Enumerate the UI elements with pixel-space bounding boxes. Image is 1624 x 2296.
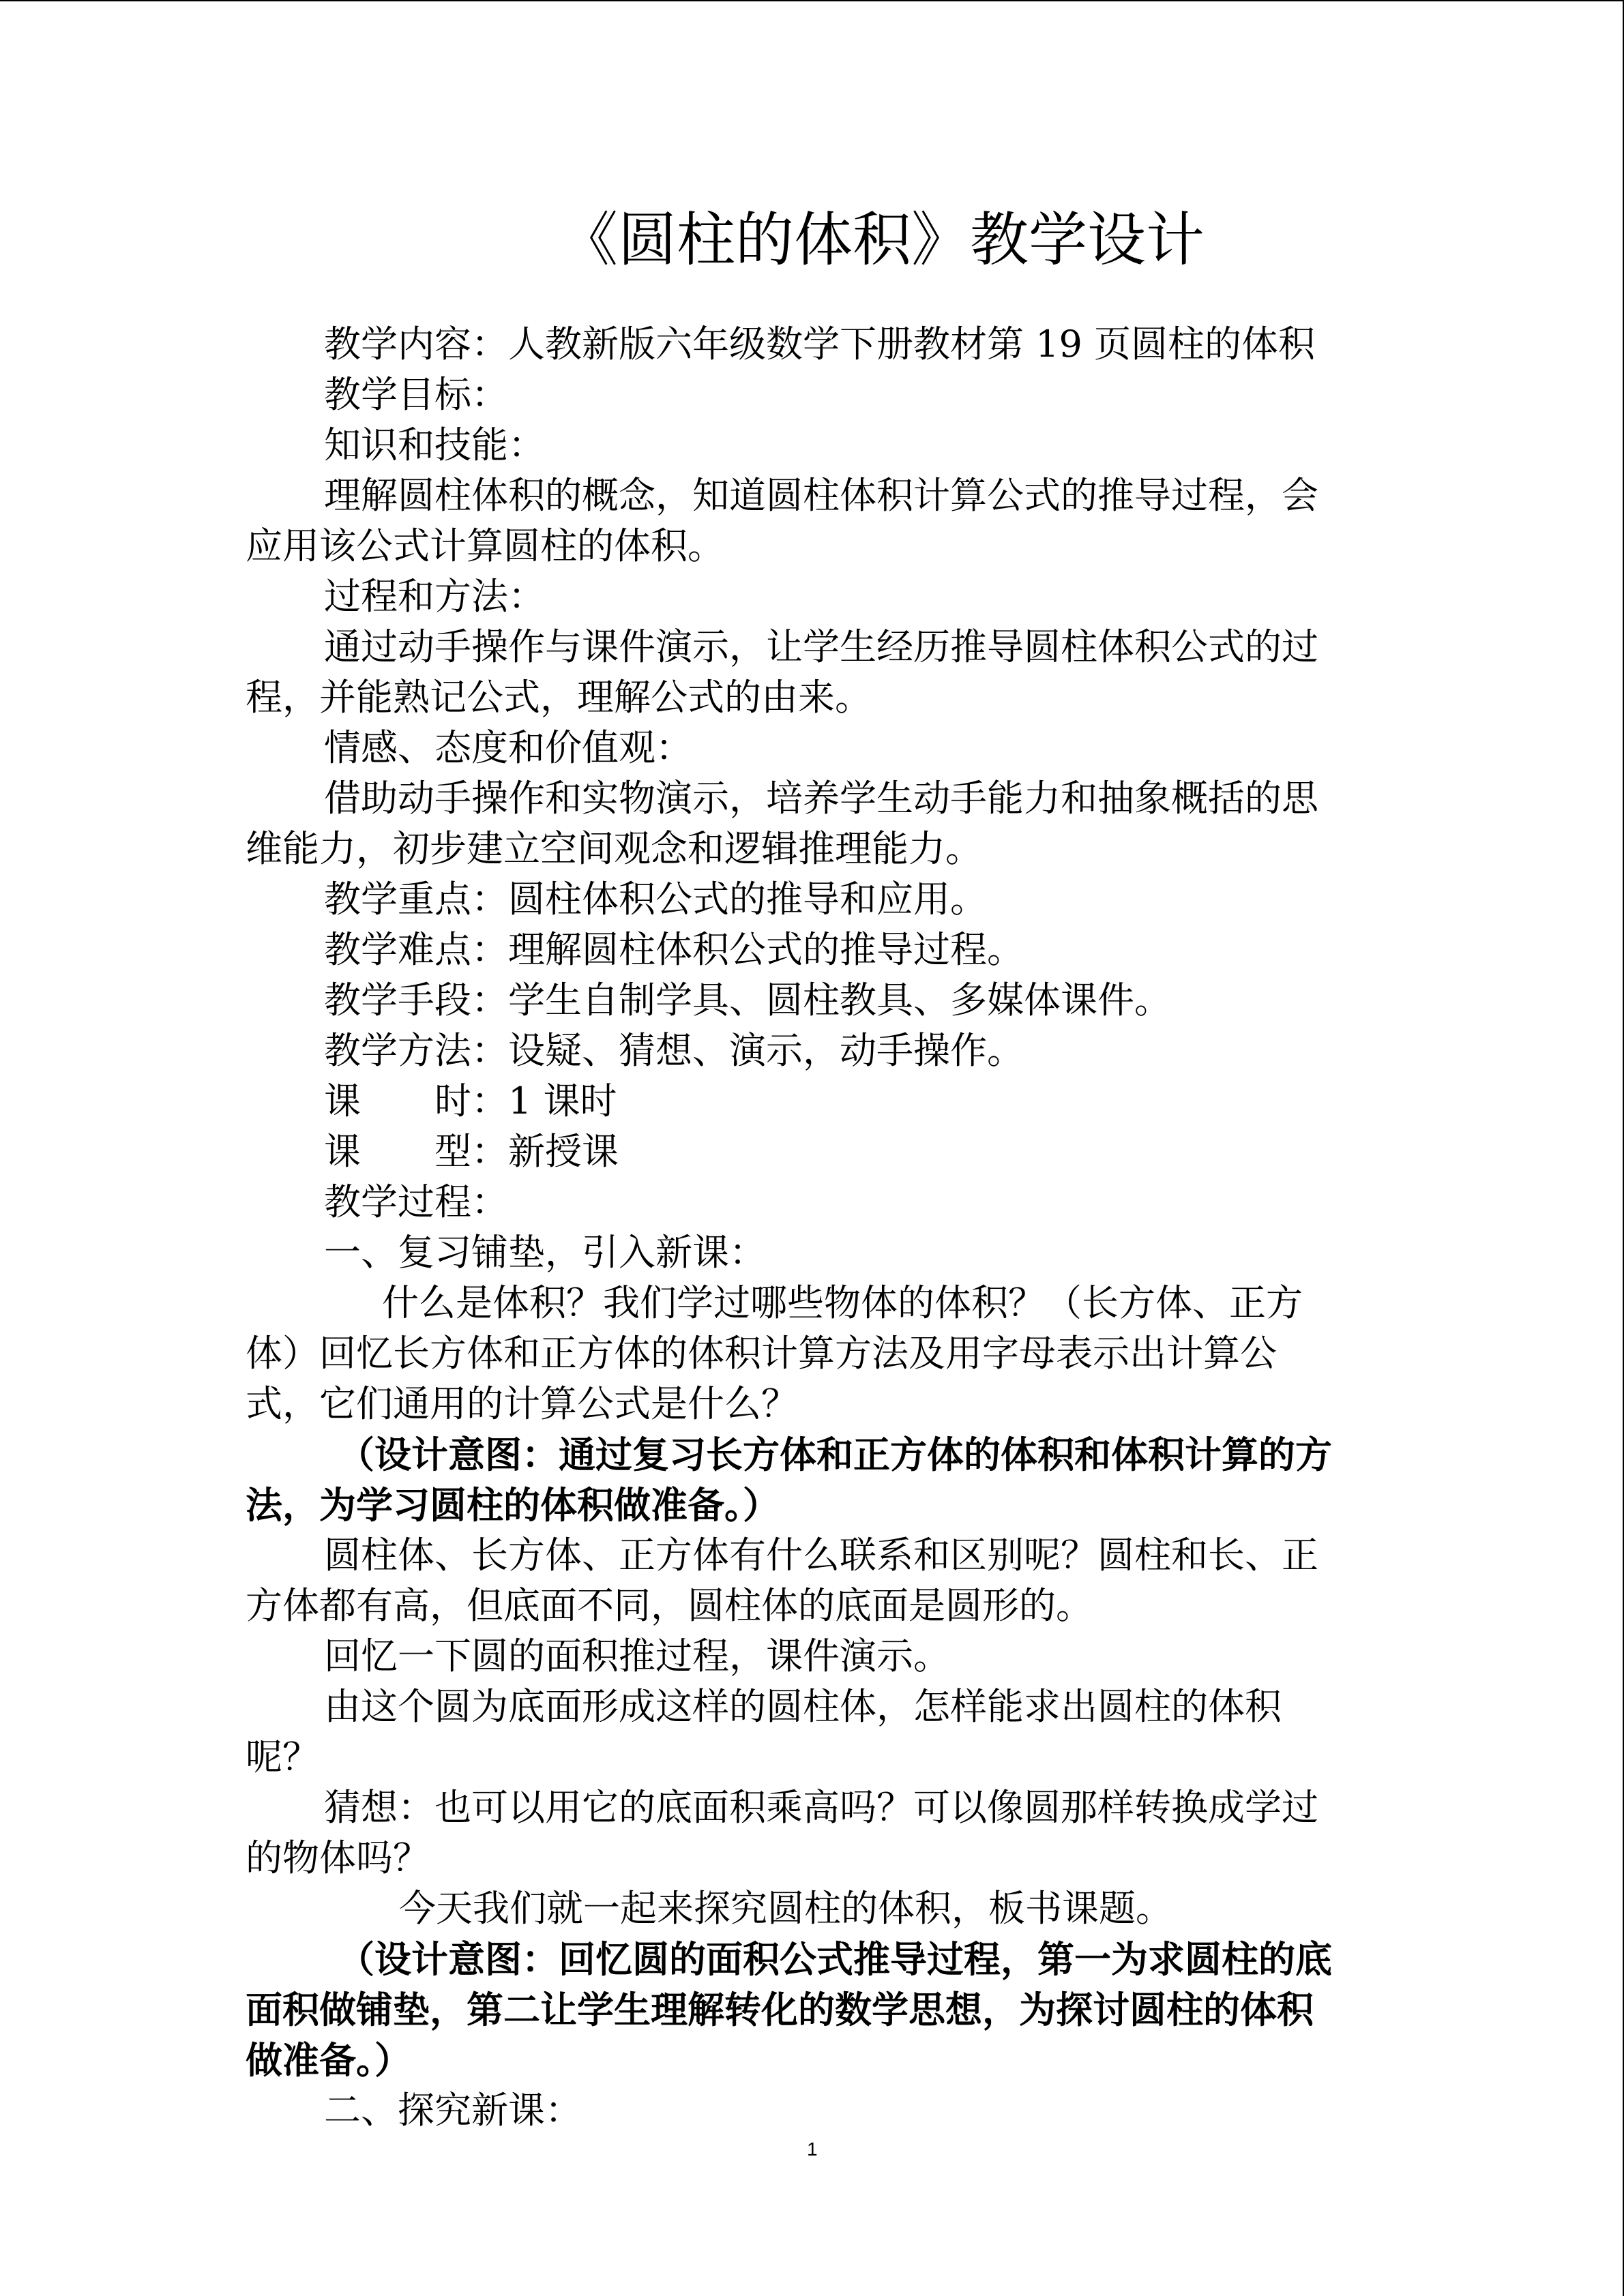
text-line: 什么是体积？我们学过哪些物体的体积？（长方体、正方 xyxy=(382,1281,1303,1324)
design-intent-line: （设计意图：通过复习长方体和正方体的体积和体积计算的方 xyxy=(338,1433,1332,1476)
design-intent-line: 面积做铺垫，第二让学生理解转化的数学思想，为探讨圆柱的体积 xyxy=(246,1988,1314,2031)
text-line: 教学方法：设疑、猜想、演示，动手操作。 xyxy=(324,1029,1024,1072)
text-line: 程，并能熟记公式，理解公式的由来。 xyxy=(246,676,872,719)
text-line: 一、复习铺垫，引入新课： xyxy=(324,1231,766,1274)
text-line: 维能力，初步建立空间观念和逻辑推理能力。 xyxy=(246,827,982,870)
text-line: 呢？ xyxy=(246,1735,319,1778)
text-line: 教学难点：理解圆柱体积公式的推导过程。 xyxy=(324,928,1024,971)
text-line: 今天我们就一起来探究圆柱的体积，板书课题。 xyxy=(399,1887,1172,1930)
text-line: 圆柱体、长方体、正方体有什么联系和区别呢？圆柱和长、正 xyxy=(324,1534,1318,1577)
text-line: 体）回忆长方体和正方体的体积计算方法及用字母表示出计算公 xyxy=(246,1332,1277,1375)
text-line: 应用该公式计算圆柱的体积。 xyxy=(246,524,724,567)
text-line: 通过动手操作与课件演示，让学生经历推导圆柱体积公式的过 xyxy=(324,625,1318,668)
design-intent-line: （设计意图：回忆圆的面积公式推导过程，第一为求圆柱的底 xyxy=(338,1937,1332,1981)
text-line: 教学目标： xyxy=(324,373,508,416)
text-line: 二、探究新课： xyxy=(324,2089,582,2132)
text-line: 式，它们通用的计算公式是什么？ xyxy=(246,1382,798,1425)
text-line: 理解圆柱体积的概念，知道圆柱体积计算公式的推导过程，会 xyxy=(324,474,1318,517)
design-intent-line: 做准备。） xyxy=(246,2038,411,2082)
text-line: 由这个圆为底面形成这样的圆柱体，怎样能求出圆柱的体积 xyxy=(324,1685,1282,1728)
text-line: 教学内容：人教新版六年级数学下册教材第 19 页圆柱的体积 xyxy=(324,323,1316,366)
text-line: 情感、态度和价值观： xyxy=(324,726,692,769)
text-line: 回忆一下圆的面积推过程，课件演示。 xyxy=(324,1635,950,1678)
text-line: 过程和方法： xyxy=(324,575,545,618)
text-line: 教学手段：学生自制学具、圆柱教具、多媒体课件。 xyxy=(324,979,1171,1022)
text-line: 课 型：新授课 xyxy=(324,1130,619,1173)
design-intent-line: 法，为学习圆柱的体积做准备。） xyxy=(246,1483,780,1527)
text-line: 的物体吗？ xyxy=(246,1836,430,1879)
text-line: 猜想：也可以用它的底面积乘高吗？可以像圆那样转换成学过 xyxy=(324,1786,1318,1829)
text-line: 方体都有高，但底面不同，圆柱体的底面是圆形的。 xyxy=(246,1584,1093,1627)
text-line: 知识和技能： xyxy=(324,423,545,466)
page-number: 1 xyxy=(807,2138,818,2160)
document-title: 《圆柱的体积》教学设计 xyxy=(559,206,1205,274)
text-line: 教学重点：圆柱体积公式的推导和应用。 xyxy=(324,878,987,921)
text-line: 教学过程： xyxy=(324,1180,508,1223)
text-line: 课 时：1 课时 xyxy=(324,1079,617,1122)
text-line: 借助动手操作和实物演示，培养学生动手能力和抽象概括的思 xyxy=(324,777,1318,820)
